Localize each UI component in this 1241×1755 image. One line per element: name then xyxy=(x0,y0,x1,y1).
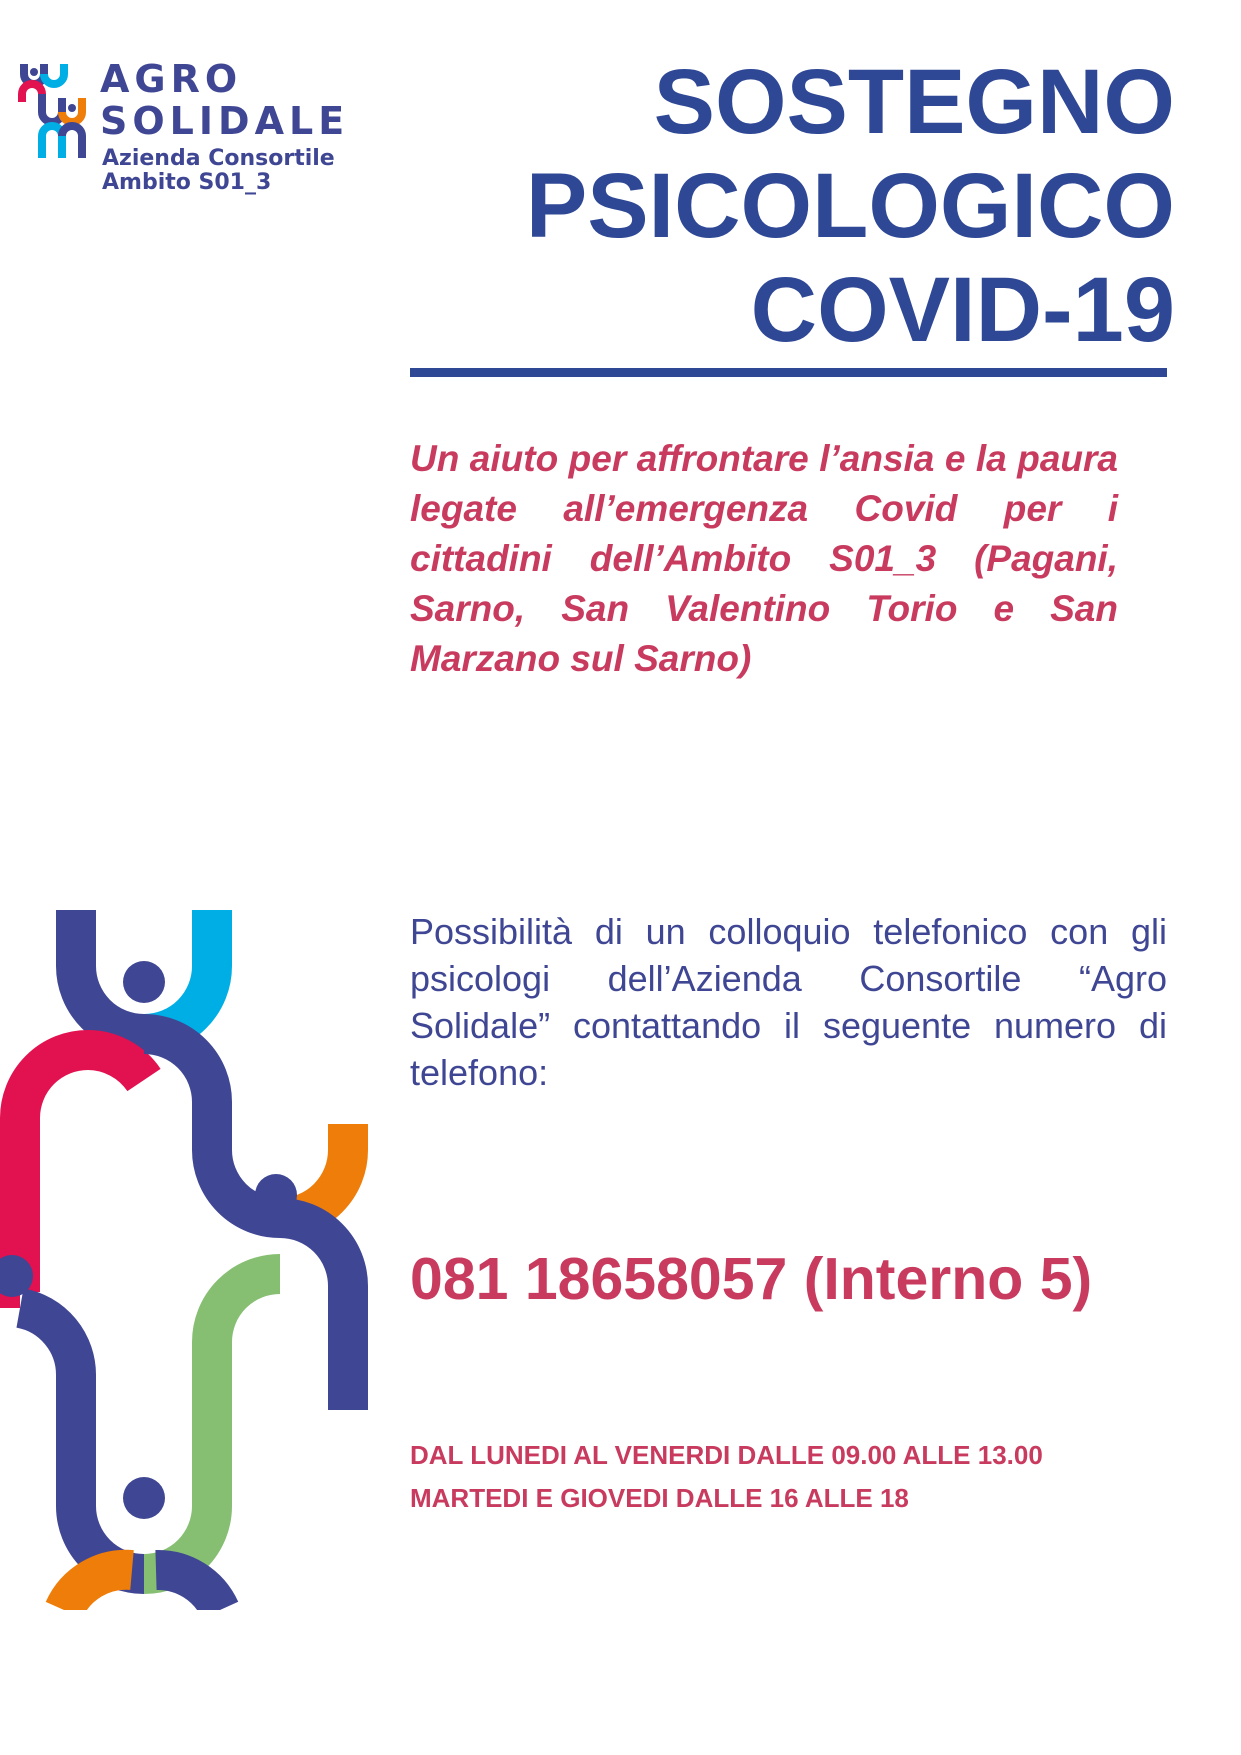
agro-solidale-logo xyxy=(18,58,378,198)
title-line-2: PSICOLOGICO xyxy=(525,155,1175,257)
logo-subtitle-ambito: Ambito S01_3 xyxy=(102,170,272,195)
page-title xyxy=(475,50,1175,362)
decorative-figures-graphic xyxy=(0,910,370,1610)
phone-number: 081 18658057 (Interno 5) xyxy=(410,1246,1093,1312)
title-line-1: SOSTEGNO xyxy=(653,51,1175,153)
logo-word-agro: AGRO xyxy=(100,57,243,101)
subtitle-text: Un aiuto per affrontare l’ansia e la paura legate all’emergenza Covid per i cittadini dell’Ambito S01_3 (Pagani, Sarno, San Valentino Torio e San Marzano sul Sarno) xyxy=(410,438,1118,679)
logo-figures-icon xyxy=(18,58,98,168)
hours-tue-thu: MARTEDI E GIOVEDI DALLE 16 ALLE 18 xyxy=(410,1483,909,1513)
logo-subtitle-azienda: Azienda Consortile xyxy=(102,146,335,171)
hours-weekdays: DAL LUNEDI AL VENERDI DALLE 09.00 ALLE 13.00 xyxy=(410,1440,1043,1470)
body-paragraph: Possibilità di un colloquio telefonico con gli psicologi dell’Azienda Consortile “Agro Solidale” contattando il seguente numero di telefono: xyxy=(410,911,1167,1093)
logo-word-solidale: SOLIDALE xyxy=(100,99,350,143)
title-line-3: COVID-19 xyxy=(750,259,1175,361)
title-divider xyxy=(410,368,1167,377)
